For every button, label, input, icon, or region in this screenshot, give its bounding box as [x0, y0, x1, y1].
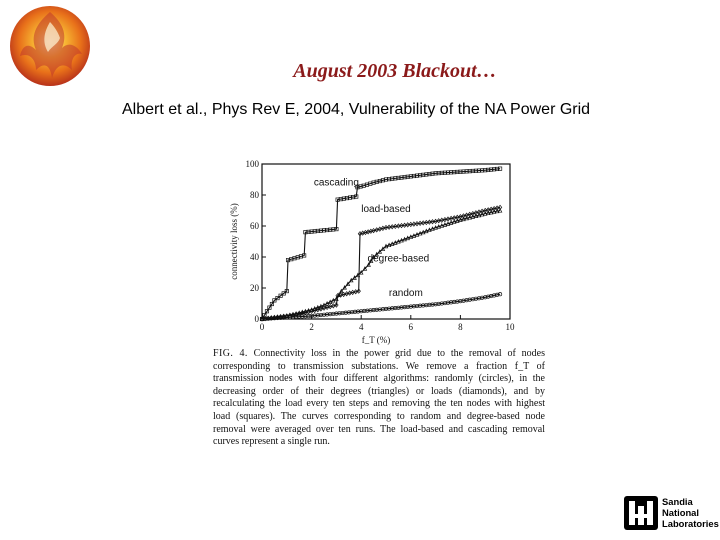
y-tick-label: 40 [250, 252, 259, 262]
figure-caption-text: Connectivity loss in the power grid due to the removal of nodes corresponding to transmission substations. We remove a fraction f_T of transmission nodes with four different algorithms: randomly (circles), in the decreasing order of their degrees (triangles) or loads (diamonds), and by recalculating the load every ten steps and removing the ten nodes with highest load (squares). The curves corresponding to random and degree-based node removal were averaged over ten runs. The load-based and cascading removal curves represent a single run. [213, 348, 545, 448]
slide-title: August 2003 Blackout… [293, 60, 497, 82]
sandia-line-2: National [662, 507, 699, 518]
x-tick-label: 8 [458, 322, 463, 332]
x-tick-label: 2 [309, 322, 314, 332]
series-line-cascading [262, 169, 500, 319]
y-tick-label: 100 [245, 159, 259, 169]
sandia-line-3: Laboratories [662, 518, 719, 529]
annotation-degree-based: degree-based [367, 253, 430, 265]
x-tick-label: 10 [505, 322, 515, 332]
sandia-thunderbird-icon [624, 496, 658, 530]
y-tick-label: 60 [250, 221, 259, 231]
annotation-load-based: load-based [361, 204, 411, 216]
y-axis-label: connectivity loss (%) [229, 203, 239, 280]
y-tick-label: 80 [250, 190, 259, 200]
connectivity-loss-chart [225, 152, 525, 347]
x-tick-label: 6 [408, 322, 414, 332]
figure-caption-label: FIG. 4. [213, 348, 248, 359]
x-tick-label: 4 [358, 322, 364, 332]
x-axis-label: f_T (%) [361, 335, 391, 345]
series-random [260, 293, 501, 321]
sandia-logo [624, 496, 720, 536]
sandia-wordmark [662, 496, 719, 529]
x-tick-label: 0 [259, 322, 265, 332]
annotation-random: random [388, 287, 423, 299]
figure-caption [213, 348, 545, 449]
series-line-degree-based [262, 211, 500, 320]
y-tick-label: 0 [254, 314, 259, 324]
plot-frame [262, 164, 510, 319]
series-cascading [260, 167, 501, 321]
series-degree-based [260, 209, 501, 321]
annotation-cascading: cascading [313, 177, 359, 189]
y-tick-label: 20 [250, 283, 259, 293]
slide-subtitle: Albert et al., Phys Rev E, 2004, Vulnerability of the NA Power Grid [122, 101, 591, 118]
sandia-line-1: Sandia [662, 496, 693, 507]
